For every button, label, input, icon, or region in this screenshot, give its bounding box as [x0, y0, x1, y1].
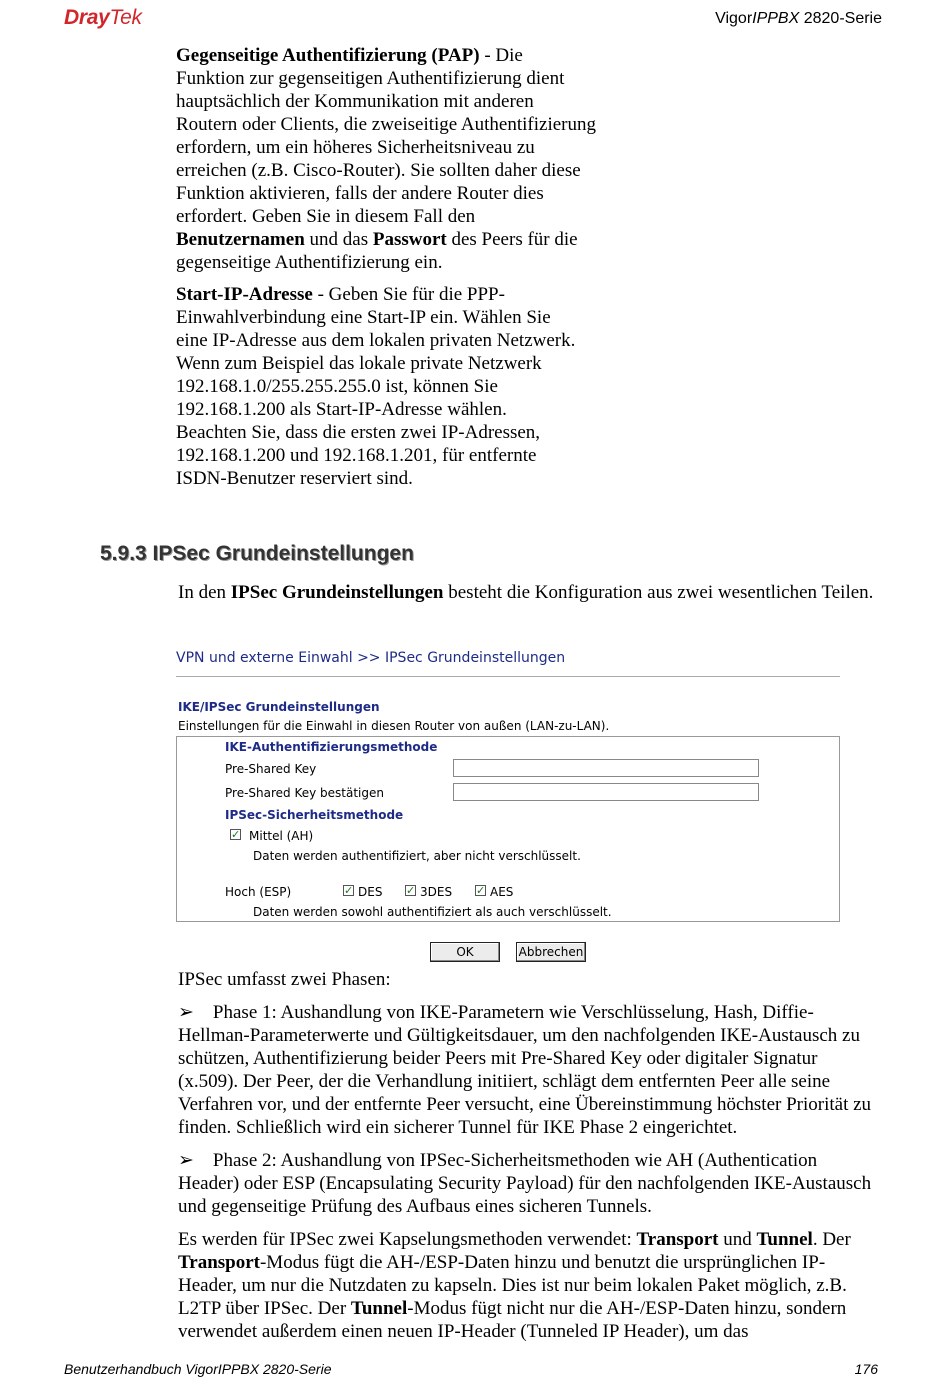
psk-confirm-label: Pre-Shared Key bestätigen	[225, 786, 384, 800]
ike-ipsec-description: Einstellungen für die Einwahl in diesen Router von außen (LAN-zu-LAN).	[178, 719, 610, 733]
section-heading: 5.9.3 IPSec Grundeinstellungen	[100, 542, 414, 565]
des-label: DES	[358, 885, 383, 899]
psk-input[interactable]	[453, 759, 759, 777]
cancel-button[interactable]: Abbrechen	[516, 942, 586, 962]
bullet-arrow-icon: ➢	[178, 1002, 194, 1023]
start-ip-paragraph: Start-IP-Adresse - Geben Sie für die PPP-Einwahlverbindung eine Start-IP ein. Wählen Sie eine IP-Adresse aus dem lokalen privaten Netzwerk. Wenn zum Beispiel das lokale private Netzwerk 192.168.1.0/255.255.255.0 ist, können Sie 192.168.1.200 als Start-IP-Adresse wählen. Beachten Sie, dass die ersten zwei IP-Adressen, 192.168.1.200 und 192.168.1.201, für entfernte ISDN-Benutzer reserviert sind.	[176, 284, 576, 489]
header-product-title: VigorIPPBX 2820-Serie	[715, 10, 882, 27]
phase2-text: Phase 2: Aushandlung von IPSec-Sicherheitsmethoden wie AH (Authentication Header) oder ESP (Encapsulating Security Payload) für den nachfolgenden IKE-Austausch und gegenseitige Prüfung des Aufbaus eines sicheren Tunnels.	[178, 1150, 872, 1217]
screenshot-title: VPN und externe Einwahl >> IPSec Grundeinstellungen	[176, 650, 566, 666]
ipsec-security-label: IPSec-Sicherheitsmethode	[225, 808, 404, 822]
3des-checkbox[interactable]: ✓	[406, 884, 416, 897]
phase2-item	[178, 1149, 882, 1218]
pap-paragraph: Gegenseitige Authentifizierung (PAP) - Die Funktion zur gegenseitigen Authentifizierung dient hauptsächlich der Kommunikation mit anderen Routern oder Clients, die zweiseitige Authentifizierung erfordern, um ein höheres Sicherheitsniveau zu erreichen (z.B. Cisco-Router). Sie sollten daher diese Funktion aktivieren, falls der andere Router dies erfordert. Geben Sie in diesem Fall den Benutzernamen und das Passwort des Peers für die gegenseitige Authentifizierung ein.	[176, 45, 597, 273]
encapsulation-paragraph: Es werden für IPSec zwei Kapselungsmethoden verwendet: Transport und Tunnel. Der Transport-Modus fügt die AH-/ESP-Daten hinzu und benutzt die ursprünglichen IP-Header, um nur die Nutzdaten zu kapseln. Dies ist nur beim lokalen Paket möglich, z.B. L2TP über IPSec. Der Tunnel-Modus fügt nicht nur die AH-/ESP-Daten hinzu, sondern verwendet außerdem einen neuen IP-Header (Tunneled IP Header), um das	[178, 1229, 851, 1342]
ok-button[interactable]: OK	[430, 942, 500, 962]
medium-ah-label: Mittel (AH)	[249, 829, 314, 843]
footer-page-number: 176	[854, 1361, 878, 1377]
medium-ah-checkbox[interactable]: ✓	[231, 828, 241, 841]
section-intro: In den IPSec Grundeinstellungen besteht die Konfiguration aus zwei wesentlichen Teilen.	[178, 582, 874, 603]
medium-ah-description: Daten werden authentifiziert, aber nicht verschlüsselt.	[253, 849, 581, 863]
psk-label: Pre-Shared Key	[225, 762, 317, 776]
aes-checkbox[interactable]: ✓	[476, 884, 486, 897]
bullet-arrow-icon: ➢	[178, 1150, 194, 1171]
psk-confirm-input[interactable]	[453, 783, 759, 801]
aes-label: AES	[490, 885, 514, 899]
3des-label: 3DES	[420, 885, 453, 899]
draytek-logo: DrayTek	[64, 6, 142, 29]
ike-auth-label: IKE-Authentifizierungsmethode	[225, 740, 438, 754]
high-esp-description: Daten werden sowohl authentifiziert als auch verschlüsselt.	[253, 905, 612, 919]
phases-intro: IPSec umfasst zwei Phasen:	[178, 969, 391, 990]
footer-manual-title: Benutzerhandbuch VigorIPPBX 2820-Serie	[64, 1361, 332, 1377]
screenshot-divider	[176, 676, 840, 677]
phase1-item	[178, 1001, 882, 1139]
settings-panel	[176, 736, 840, 922]
high-esp-label: Hoch (ESP)	[225, 885, 292, 899]
ike-ipsec-heading: IKE/IPSec Grundeinstellungen	[178, 700, 380, 714]
phase1-text: Phase 1: Aushandlung von IKE-Parametern wie Verschlüsselung, Hash, Diffie-Hellman-Parameterwerte und Gültigkeitsdauer, um den nachfolgenden IKE-Austausch zu schützen, Authentifizierung beider Peers mit Pre-Shared Key oder digitaler Signatur (x.509). Der Peer, der die Verhandlung initiiert, schlägt dem entfernten Peer alle seine Verfahren vor, und der entfernte Peer versucht, eine Übereinstimmung höchster Priorität zu finden. Schließlich wird ein sicherer Tunnel für IKE Phase 2 eingerichtet.	[178, 1002, 872, 1138]
des-checkbox[interactable]: ✓	[344, 884, 354, 897]
